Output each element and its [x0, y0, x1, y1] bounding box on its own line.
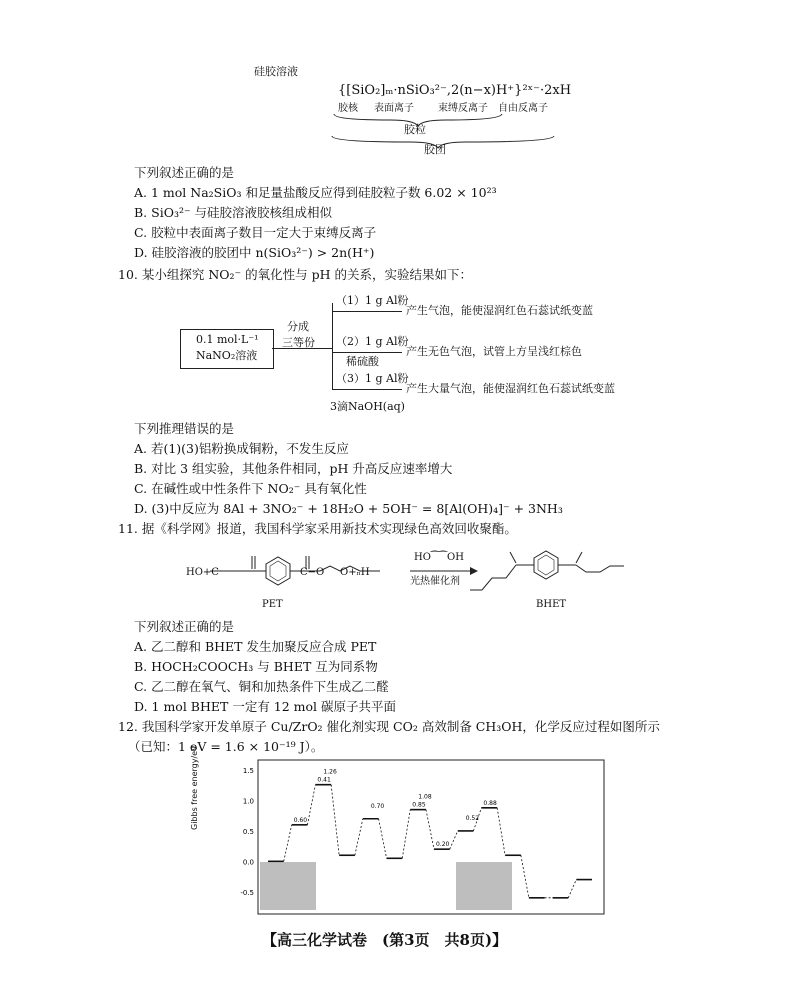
q11-stem: 11. 据《科学网》报道，我国科学家采用新技术实现绿色高效回收聚酯。 — [118, 521, 517, 536]
chart-point-label: 1.08 — [418, 793, 432, 801]
chart-connector — [355, 819, 363, 856]
q11-pet-formula-mid: C−O — [300, 567, 325, 578]
q10-box-line2: NaNO₂溶液 — [196, 349, 258, 362]
q10-branch2-label: （2）1 g Al粉 — [336, 335, 409, 348]
chart-connector — [379, 819, 387, 859]
colloid-title: 硅胶溶液 — [254, 65, 298, 78]
catalyst-image-right — [456, 862, 512, 910]
q11-question: 下列叙述正确的是 — [134, 619, 235, 634]
q10-split-label2: 三等份 — [282, 336, 315, 349]
chart-connector — [450, 831, 458, 849]
chart-ytick-label: 0.5 — [242, 827, 254, 836]
chart-ytick-label: 0.0 — [242, 858, 254, 867]
colloid-label-core: 胶核 — [338, 103, 358, 114]
chart-connector — [307, 785, 315, 825]
q10-option-d: D. (3)中反应为 8Al + 3NO₂⁻ + 18H₂O + 5OH⁻ = 8[Al(OH)₄]⁻ + 3NH₃ — [134, 501, 563, 516]
chart-ylabel: Gibbs free energy/eV — [190, 745, 199, 830]
q10-branch3-result: 产生大量气泡，能使湿润红色石蕊试纸变蓝 — [406, 382, 615, 395]
colloid-label-bound: 束缚反离子 — [438, 103, 488, 114]
chart-point-label: 0.85 — [412, 801, 426, 809]
q11-pet-label: PET — [262, 599, 283, 610]
chart-connector — [426, 810, 434, 850]
chart-ytick-label: 1.5 — [242, 767, 254, 776]
page-footer: 【高三化学试卷 (第3页 共8页)】 — [262, 931, 508, 949]
chart-connector — [331, 785, 339, 856]
q9-option-a: A. 1 mol Na₂SiO₃ 和足量盐酸反应得到硅胶粒子数 6.02 × 10²³ — [134, 185, 497, 200]
q11-option-a: A. 乙二醇和 BHET 发生加聚反应合成 PET — [134, 639, 377, 654]
catalyst-image-left — [260, 862, 316, 910]
q10-stem: 10. 某小组探究 NO₂⁻ 的氧化性与 pH 的关系，实验结果如下： — [118, 267, 472, 282]
q11-reagent: HO⁀⁀OH — [414, 552, 464, 563]
colloid-formula: {[SiO₂]ₘ·nSiO₃²⁻,2(n−x)H⁺}²ˣ⁻·2xH — [338, 83, 572, 98]
chart-point-label: 0.52 — [465, 814, 480, 822]
q11-catalyst: 光热催化剂 — [410, 576, 460, 587]
chart-point-label: 1.26 — [323, 768, 337, 776]
q10-branch1-label: （1）1 g Al粉 — [336, 294, 409, 307]
q10-branch1-arrow — [332, 311, 402, 312]
colloid-micelle-label: 胶团 — [424, 143, 446, 156]
q10-branch2-result: 产生无色气泡，试管上方呈浅红棕色 — [406, 345, 582, 358]
chart-point-label: 0.70 — [370, 802, 385, 810]
chart-point-label: 0.20 — [436, 841, 450, 849]
chart-point-label: 0.60 — [293, 816, 308, 824]
q10-option-a: A. 若(1)(3)铝粉换成铜粉，不发生反应 — [134, 441, 349, 456]
q11-option-c: C. 乙二醇在氧气、铜和加热条件下生成乙二醛 — [134, 679, 389, 694]
colloid-label-surface: 表面离子 — [374, 103, 414, 114]
q11-pet-formula-left: HO+C — [186, 567, 219, 578]
colloid-particle-label: 胶粒 — [404, 123, 426, 136]
q12-note: （已知：1 eV = 1.6 × 10⁻¹⁹ J）。 — [128, 739, 324, 754]
q10-option-b: B. 对比 3 组实验，其他条件相同，pH 升高反应速率增大 — [134, 461, 453, 476]
chart-connector — [284, 825, 292, 862]
q10-branch3-arrow — [332, 389, 402, 390]
q9-stem: 下列叙述正确的是 — [134, 165, 235, 180]
q12-stem: 12. 我国科学家开发单原子 Cu/ZrO₂ 催化剂实现 CO₂ 高效制备 CH₃OH，化学反应过程如图所示 — [118, 719, 660, 734]
q10-branch3-sub: 3滴NaOH(aq) — [330, 400, 405, 413]
q11-option-b: B. HOCH₂COOCH₃ 与 BHET 互为同系物 — [134, 659, 378, 674]
q11-pet-formula-right: O+ₙH — [340, 567, 370, 578]
chart-ytick-label: -0.5 — [240, 888, 254, 897]
q10-vertical-line — [332, 303, 333, 389]
q11-option-d: D. 1 mol BHET 一定有 12 mol 碳原子共平面 — [134, 699, 397, 714]
chart-connector — [402, 810, 410, 859]
q10-branch3-label: （3）1 g Al粉 — [336, 372, 409, 385]
q10-branch2-sub: 稀硫酸 — [346, 355, 379, 368]
q9-option-d: D. 硅胶溶液的胶团中 n(SiO₃²⁻) > 2n(H⁺) — [134, 245, 375, 260]
q9-option-c: C. 胶粒中表面离子数目一定大于束缚反离子 — [134, 225, 377, 240]
chart-connector — [521, 855, 529, 898]
energy-profile-chart — [236, 758, 606, 918]
q10-branch1-result: 产生气泡，能使湿润红色石蕊试纸变蓝 — [406, 304, 593, 317]
q11-bhet-label: BHET — [536, 599, 567, 610]
chart-connector — [497, 808, 505, 855]
q10-option-c: C. 在碱性或中性条件下 NO₂⁻ 具有氧化性 — [134, 481, 367, 496]
q10-split-label1: 分成 — [287, 320, 309, 333]
q10-question: 下列推理错误的是 — [134, 421, 235, 436]
q10-box-line1: 0.1 mol·L⁻¹ — [196, 333, 259, 346]
chart-point-label: 0.41 — [317, 776, 331, 784]
q9-option-b: B. SiO₃²⁻ 与硅胶溶液胶核组成相似 — [134, 205, 333, 220]
chart-point-label: 0.88 — [483, 799, 497, 807]
colloid-label-free: 自由反离子 — [498, 103, 548, 114]
chart-ytick-label: 1.0 — [242, 797, 254, 806]
chart-connector — [568, 880, 576, 898]
